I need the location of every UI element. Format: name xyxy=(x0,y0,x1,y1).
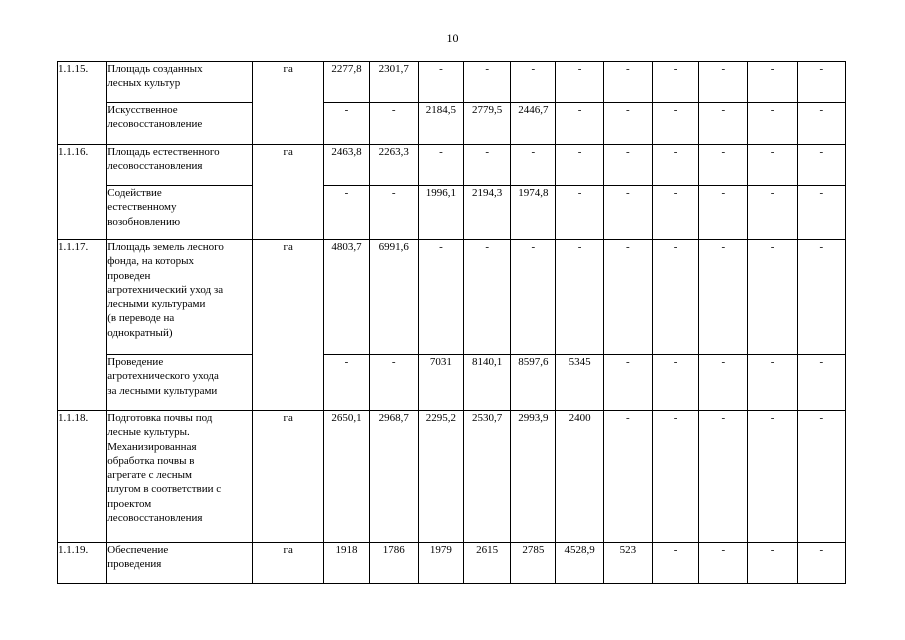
value-cell: 4803,7 xyxy=(324,240,369,355)
value-cell: - xyxy=(797,103,845,145)
value-cell: - xyxy=(511,145,556,186)
unit-cell: га xyxy=(252,62,323,145)
value-cell: 1974,8 xyxy=(511,186,556,240)
value-cell: - xyxy=(511,240,556,355)
value-cell: - xyxy=(748,103,797,145)
table-row xyxy=(58,411,846,543)
indicator-name: Обеспечение проведения xyxy=(107,543,253,584)
value-cell: 2650,1 xyxy=(324,411,369,543)
table-row xyxy=(58,62,846,103)
value-cell: - xyxy=(748,145,797,186)
row-number: 1.1.19. xyxy=(58,543,107,584)
value-cell: - xyxy=(603,186,652,240)
row-number: 1.1.18. xyxy=(58,411,107,543)
row-number: 1.1.16. xyxy=(58,145,107,240)
unit-cell: га xyxy=(252,543,323,584)
table-row xyxy=(58,103,846,145)
value-cell: - xyxy=(699,145,748,186)
indicator-name: Искусственное лесовосстановление xyxy=(107,103,253,145)
value-cell: - xyxy=(699,411,748,543)
value-cell: 2277,8 xyxy=(324,62,369,103)
value-cell: - xyxy=(652,145,698,186)
value-cell: 2463,8 xyxy=(324,145,369,186)
value-cell: 1786 xyxy=(369,543,418,584)
value-cell: 2194,3 xyxy=(464,186,511,240)
value-cell: - xyxy=(797,411,845,543)
value-cell: - xyxy=(511,62,556,103)
value-cell: 2446,7 xyxy=(511,103,556,145)
value-cell: - xyxy=(748,62,797,103)
value-cell: - xyxy=(797,240,845,355)
value-cell: 2263,3 xyxy=(369,145,418,186)
value-cell: - xyxy=(748,186,797,240)
value-cell: - xyxy=(603,145,652,186)
value-cell: - xyxy=(797,543,845,584)
value-cell: 523 xyxy=(603,543,652,584)
value-cell: - xyxy=(556,240,603,355)
value-cell: - xyxy=(652,355,698,411)
indicator-name: Площадь земель лесного фонда, на которых проведен агротехнический уход за лесными культурами (в переводе на однократный) xyxy=(107,240,253,355)
table-row xyxy=(58,145,846,186)
table-row xyxy=(58,186,846,240)
value-cell: - xyxy=(556,145,603,186)
value-cell: - xyxy=(324,186,369,240)
value-cell: 1918 xyxy=(324,543,369,584)
value-cell: - xyxy=(324,103,369,145)
value-cell: - xyxy=(652,543,698,584)
table-row xyxy=(58,355,846,411)
value-cell: - xyxy=(652,411,698,543)
value-cell: - xyxy=(652,62,698,103)
value-cell: - xyxy=(556,186,603,240)
value-cell: - xyxy=(797,186,845,240)
value-cell: - xyxy=(369,186,418,240)
value-cell: - xyxy=(699,186,748,240)
value-cell: - xyxy=(699,103,748,145)
value-cell: - xyxy=(603,355,652,411)
indicator-name: Содействие естественному возобновлению xyxy=(107,186,253,240)
row-number: 1.1.17. xyxy=(58,240,107,411)
value-cell: - xyxy=(748,355,797,411)
indicator-name: Площадь естественного лесовосстановления xyxy=(107,145,253,186)
indicator-name: Площадь созданных лесных культур xyxy=(107,62,253,103)
value-cell: 6991,6 xyxy=(369,240,418,355)
table-row xyxy=(58,240,846,355)
table-row xyxy=(58,543,846,584)
value-cell: - xyxy=(748,240,797,355)
value-cell: - xyxy=(324,355,369,411)
value-cell: - xyxy=(652,103,698,145)
value-cell: - xyxy=(797,62,845,103)
page-number: 10 xyxy=(446,31,459,45)
value-cell: - xyxy=(369,103,418,145)
value-cell: 2184,5 xyxy=(418,103,463,145)
value-cell: - xyxy=(464,240,511,355)
value-cell: - xyxy=(797,355,845,411)
value-cell: 2779,5 xyxy=(464,103,511,145)
data-table xyxy=(57,61,846,584)
value-cell: - xyxy=(652,240,698,355)
value-cell: 2400 xyxy=(556,411,603,543)
value-cell: - xyxy=(603,240,652,355)
value-cell: - xyxy=(418,145,463,186)
value-cell: - xyxy=(652,186,698,240)
value-cell: - xyxy=(748,411,797,543)
value-cell: 1996,1 xyxy=(418,186,463,240)
value-cell: - xyxy=(699,240,748,355)
value-cell: - xyxy=(418,240,463,355)
value-cell: - xyxy=(603,411,652,543)
value-cell: - xyxy=(464,62,511,103)
value-cell: - xyxy=(748,543,797,584)
indicator-name: Проведение агротехнического ухода за лесными культурами xyxy=(107,355,253,411)
value-cell: 2993,9 xyxy=(511,411,556,543)
value-cell: 8597,6 xyxy=(511,355,556,411)
value-cell: - xyxy=(699,543,748,584)
value-cell: - xyxy=(699,355,748,411)
value-cell: 4528,9 xyxy=(556,543,603,584)
value-cell: 2785 xyxy=(511,543,556,584)
value-cell: - xyxy=(556,103,603,145)
value-cell: - xyxy=(556,62,603,103)
value-cell: - xyxy=(418,62,463,103)
unit-cell: га xyxy=(252,411,323,543)
value-cell: 5345 xyxy=(556,355,603,411)
value-cell: - xyxy=(699,62,748,103)
value-cell: 2301,7 xyxy=(369,62,418,103)
value-cell: - xyxy=(603,103,652,145)
value-cell: - xyxy=(464,145,511,186)
value-cell: 2968,7 xyxy=(369,411,418,543)
value-cell: 1979 xyxy=(418,543,463,584)
value-cell: - xyxy=(369,355,418,411)
value-cell: - xyxy=(797,145,845,186)
value-cell: - xyxy=(603,62,652,103)
value-cell: 8140,1 xyxy=(464,355,511,411)
value-cell: 7031 xyxy=(418,355,463,411)
unit-cell: га xyxy=(252,240,323,411)
value-cell: 2530,7 xyxy=(464,411,511,543)
value-cell: 2295,2 xyxy=(418,411,463,543)
indicator-name: Подготовка почвы под лесные культуры. Механизированная обработка почвы в агрегате с лесным плугом в соответствии с проектом лесовосстановления xyxy=(107,411,253,543)
row-number: 1.1.15. xyxy=(58,62,107,145)
unit-cell: га xyxy=(252,145,323,240)
value-cell: 2615 xyxy=(464,543,511,584)
